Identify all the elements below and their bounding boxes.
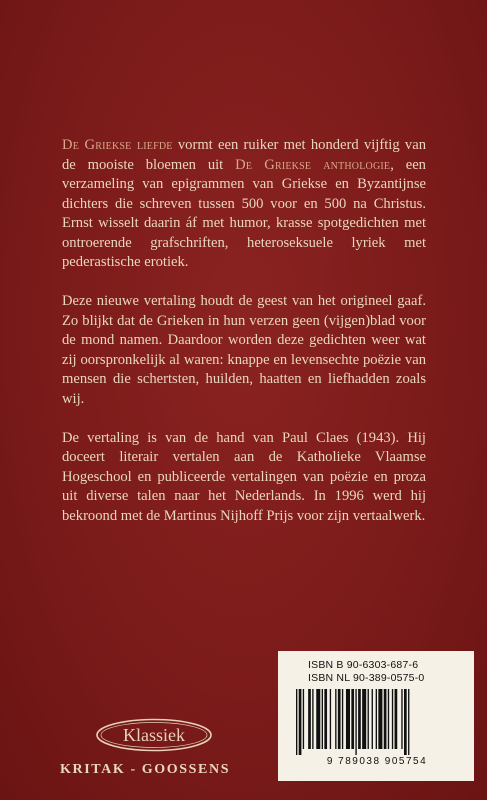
barcode-bar [338, 689, 341, 749]
barcode-bar [358, 689, 361, 749]
barcode-number: 9 789038 905754 [326, 756, 428, 767]
barcode-bar [351, 689, 354, 749]
barcode-bar [372, 689, 373, 749]
barcode-bar [322, 689, 323, 749]
isbn-nl: ISBN NL 90-389-0575-0 [308, 672, 425, 684]
barcode-bar [299, 689, 302, 755]
logo-label: Klassiek [123, 725, 185, 745]
barcode-bar [324, 689, 327, 749]
barcode-bar [368, 689, 369, 749]
barcode-bar [330, 689, 331, 749]
blurb-paragraph-1-text-a: vormt een ruiker met honderd vijftig van de mooiste bloemen uit [62, 137, 426, 173]
barcode-bar [312, 689, 313, 749]
blurb-paragraph-1 [62, 136, 426, 273]
blurb-paragraph-1-text-b: , een verzameling van epigrammen van Griekse en Byzantijnse dichters die schreven tussen 500 voor en 500 na Christus. Ernst wisselt daarin áf met humor, krasse spotgedichten met ontroerende grafschriften, heteroseksuele lyriek met pederastische erotiek. [62, 156, 426, 270]
barcode-bar [388, 689, 389, 749]
barcode-bars [296, 689, 409, 755]
barcode-bar [346, 689, 350, 749]
barcode-bar [408, 689, 409, 755]
barcode-bar [384, 689, 387, 749]
barcode-bar [392, 689, 393, 749]
blurb-paragraph-2: Deze nieuwe vertaling houdt de geest van het origineel gaaf. Zo blijkt dat de Grieken in hun verzen geen (vijgen)blad voor de mond namen. Daardoor worden deze gedichten weer wat zij oorspronkelijk al waren: knappe en levensechte poëzie van mensen die schertsten, huilden, haatten en liefhadden zoals wij. [62, 293, 426, 407]
barcode-bar [376, 689, 377, 749]
barcode-bar [362, 689, 366, 749]
barcode-bar [335, 689, 336, 749]
barcode-bar [401, 689, 402, 749]
barcode-bar [296, 689, 297, 755]
barcode-bar [395, 689, 398, 749]
barcode [286, 687, 468, 767]
anthology-title-reference: De Griekse anthologie [235, 156, 391, 173]
barcode-bar [378, 689, 382, 749]
barcode-bar [316, 689, 320, 749]
barcode-bar [308, 689, 311, 749]
blurb-paragraph-3: De vertaling is van de hand van Paul Claes (1943). Hij doceert literair vertalen aan de Katholieke Vlaamse Hogeschool en publiceerde vertalingen van poëzie en proza uit diverse talen naar het Nederlands. In 1996 werd hij bekroond met de Martinus Nijhoff Prijs voor zijn vertaalwerk. [62, 429, 426, 524]
klassiek-logo [94, 717, 214, 753]
barcode-bar [355, 689, 356, 755]
isbn-label [278, 651, 474, 781]
barcode-bar [342, 689, 343, 749]
barcode-bar [404, 689, 407, 755]
publisher-name: KRITAK - GOOSSENS [60, 762, 231, 777]
blurb-text [62, 136, 426, 546]
isbn-b: ISBN B 90-6303-687-6 [308, 659, 419, 671]
barcode-bar [303, 689, 304, 749]
book-title-reference: De Griekse liefde [62, 137, 173, 153]
